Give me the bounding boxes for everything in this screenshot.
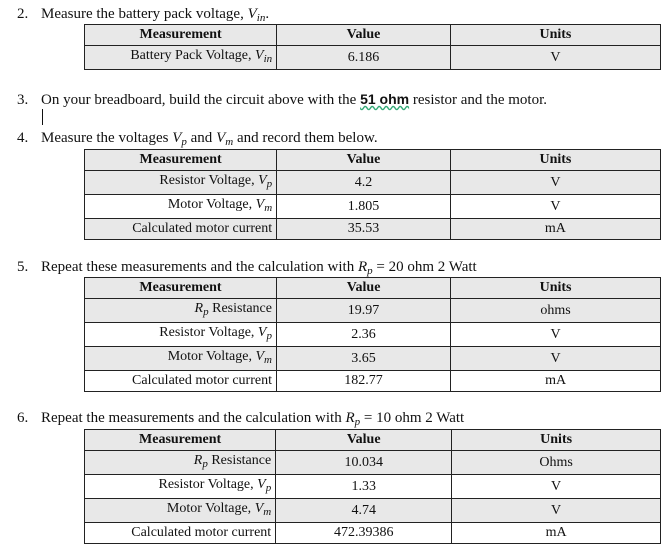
units-cell: V <box>450 46 660 70</box>
measurement-label: Calculated motor current <box>132 373 272 388</box>
variable: V <box>255 197 265 212</box>
table-header-row <box>85 430 661 451</box>
step-number: 2. <box>17 6 29 22</box>
step-6 <box>17 409 464 431</box>
table-row <box>85 523 661 544</box>
step-text: On your breadboard, build the circuit above with the <box>41 92 361 108</box>
subscript: p <box>181 136 187 148</box>
variable: R <box>345 410 355 426</box>
value-cell: 3.65 <box>276 347 450 371</box>
table-header-row <box>85 150 661 171</box>
table-row <box>85 475 661 499</box>
measurement-cell <box>85 499 276 523</box>
variable: V <box>254 501 264 516</box>
subscript: m <box>225 136 234 148</box>
table-row <box>85 195 661 219</box>
measurement-cell <box>85 523 276 544</box>
step-tail: = 20 ohm 2 Watt <box>372 259 477 275</box>
variable: V <box>258 173 267 188</box>
units-cell: V <box>450 171 660 195</box>
measurement-cell <box>85 347 277 371</box>
measurement-label: Resistor Voltage, <box>158 477 258 492</box>
measurement-cell <box>85 46 277 70</box>
resistor-value: 51 ohm <box>360 91 410 107</box>
column-header: Value <box>276 278 450 299</box>
step-3 <box>17 90 547 109</box>
column-header: Measurement <box>85 25 277 46</box>
table-row <box>85 499 661 523</box>
table-10ohm <box>84 429 661 544</box>
units-cell: V <box>452 499 661 523</box>
column-header: Measurement <box>85 150 277 171</box>
measurement-label: Resistor Voltage, <box>159 173 259 188</box>
column-header: Value <box>276 430 452 451</box>
value-cell: 472.39386 <box>276 523 452 544</box>
value-cell: 1.33 <box>276 475 452 499</box>
units-cell: V <box>452 475 661 499</box>
step-text: Repeat these measurements and the calculation with <box>41 259 358 275</box>
table-row <box>85 171 661 195</box>
step-number: 4. <box>17 130 29 146</box>
units-cell: mA <box>451 371 661 392</box>
measurement-label: Resistance <box>208 301 272 316</box>
subscript: m <box>264 354 272 366</box>
variable: V <box>257 477 266 492</box>
value-cell: 2.36 <box>276 323 450 347</box>
measurement-label: Calculated motor current <box>131 525 272 540</box>
subscript: in <box>256 12 266 24</box>
step-tail: and record them below. <box>233 130 378 146</box>
step-4 <box>17 129 378 151</box>
table-battery <box>84 24 661 70</box>
units-cell: V <box>451 323 661 347</box>
subscript: p <box>203 306 209 318</box>
column-header: Measurement <box>85 430 276 451</box>
table-header-row <box>85 25 661 46</box>
units-cell: V <box>451 347 661 371</box>
variable: V <box>255 48 264 63</box>
table-row <box>85 323 661 347</box>
table-row <box>85 371 661 392</box>
step-number: 5. <box>17 259 29 275</box>
units-cell: mA <box>452 523 661 544</box>
column-header: Value <box>277 150 451 171</box>
table-row <box>85 46 661 70</box>
table-row <box>85 219 661 240</box>
table-row <box>85 299 661 323</box>
step-tail: = 10 ohm 2 Watt <box>360 410 465 426</box>
units-cell: V <box>450 195 660 219</box>
column-header: Value <box>277 25 451 46</box>
variable: V <box>255 349 265 364</box>
units-cell: Ohms <box>452 451 661 475</box>
table-row <box>85 347 661 371</box>
variable: V <box>172 130 182 146</box>
subscript: p <box>354 416 361 428</box>
subscript: p <box>265 482 272 494</box>
step-text: Measure the battery pack voltage, <box>41 6 248 22</box>
step-tail: resistor and the motor. <box>409 92 547 108</box>
variable: V <box>216 130 226 146</box>
measurement-cell <box>85 475 276 499</box>
table-row <box>85 451 661 475</box>
subscript: p <box>202 458 208 470</box>
measurement-cell <box>85 323 277 347</box>
variable: R <box>194 301 204 316</box>
variable: V <box>257 325 267 340</box>
subscript: p <box>367 265 373 277</box>
subscript: m <box>264 202 273 214</box>
measurement-label: Motor Voltage, <box>167 197 256 212</box>
table-first-measurements <box>84 149 661 240</box>
step-tail: . <box>265 6 270 22</box>
column-header: Units <box>450 25 660 46</box>
measurement-cell <box>85 371 277 392</box>
subscript: m <box>263 506 272 518</box>
units-cell: mA <box>450 219 660 240</box>
measurement-cell <box>85 299 277 323</box>
subscript: p <box>266 330 272 342</box>
value-cell: 4.74 <box>276 499 452 523</box>
value-cell: 182.77 <box>276 371 450 392</box>
value-cell: 1.805 <box>277 195 451 219</box>
value-cell: 4.2 <box>277 171 451 195</box>
column-header: Units <box>452 430 661 451</box>
measurement-label: Resistor Voltage, <box>159 325 258 340</box>
step-mid: and <box>186 130 217 146</box>
measurement-label: Resistance <box>207 453 272 468</box>
measurement-cell <box>85 451 276 475</box>
variable: V <box>247 6 257 22</box>
value-cell: 10.034 <box>276 451 452 475</box>
step-text: Repeat the measurements and the calculation with <box>41 410 346 426</box>
measurement-label: Calculated motor current <box>132 221 273 236</box>
measurement-cell <box>85 171 277 195</box>
measurement-label: Battery Pack Voltage, <box>130 48 256 63</box>
value-cell: 6.186 <box>277 46 451 70</box>
step-number: 6. <box>17 410 29 426</box>
subscript: p <box>266 178 273 190</box>
measurement-cell <box>85 195 277 219</box>
column-header: Measurement <box>85 278 277 299</box>
variable: R <box>193 453 203 468</box>
value-cell: 35.53 <box>277 219 451 240</box>
subscript: in <box>263 53 273 65</box>
step-text: Measure the voltages <box>41 130 173 146</box>
text-cursor <box>42 109 43 125</box>
variable: R <box>357 259 368 275</box>
column-header: Units <box>451 278 661 299</box>
table-header-row <box>85 278 661 299</box>
measurement-cell <box>85 219 277 240</box>
step-number: 3. <box>17 92 29 108</box>
measurement-label: Motor Voltage, <box>166 501 255 516</box>
value-cell: 19.97 <box>276 299 450 323</box>
measurement-label: Motor Voltage, <box>167 349 256 364</box>
column-header: Units <box>450 150 660 171</box>
table-20ohm <box>84 277 661 392</box>
units-cell: ohms <box>451 299 661 323</box>
